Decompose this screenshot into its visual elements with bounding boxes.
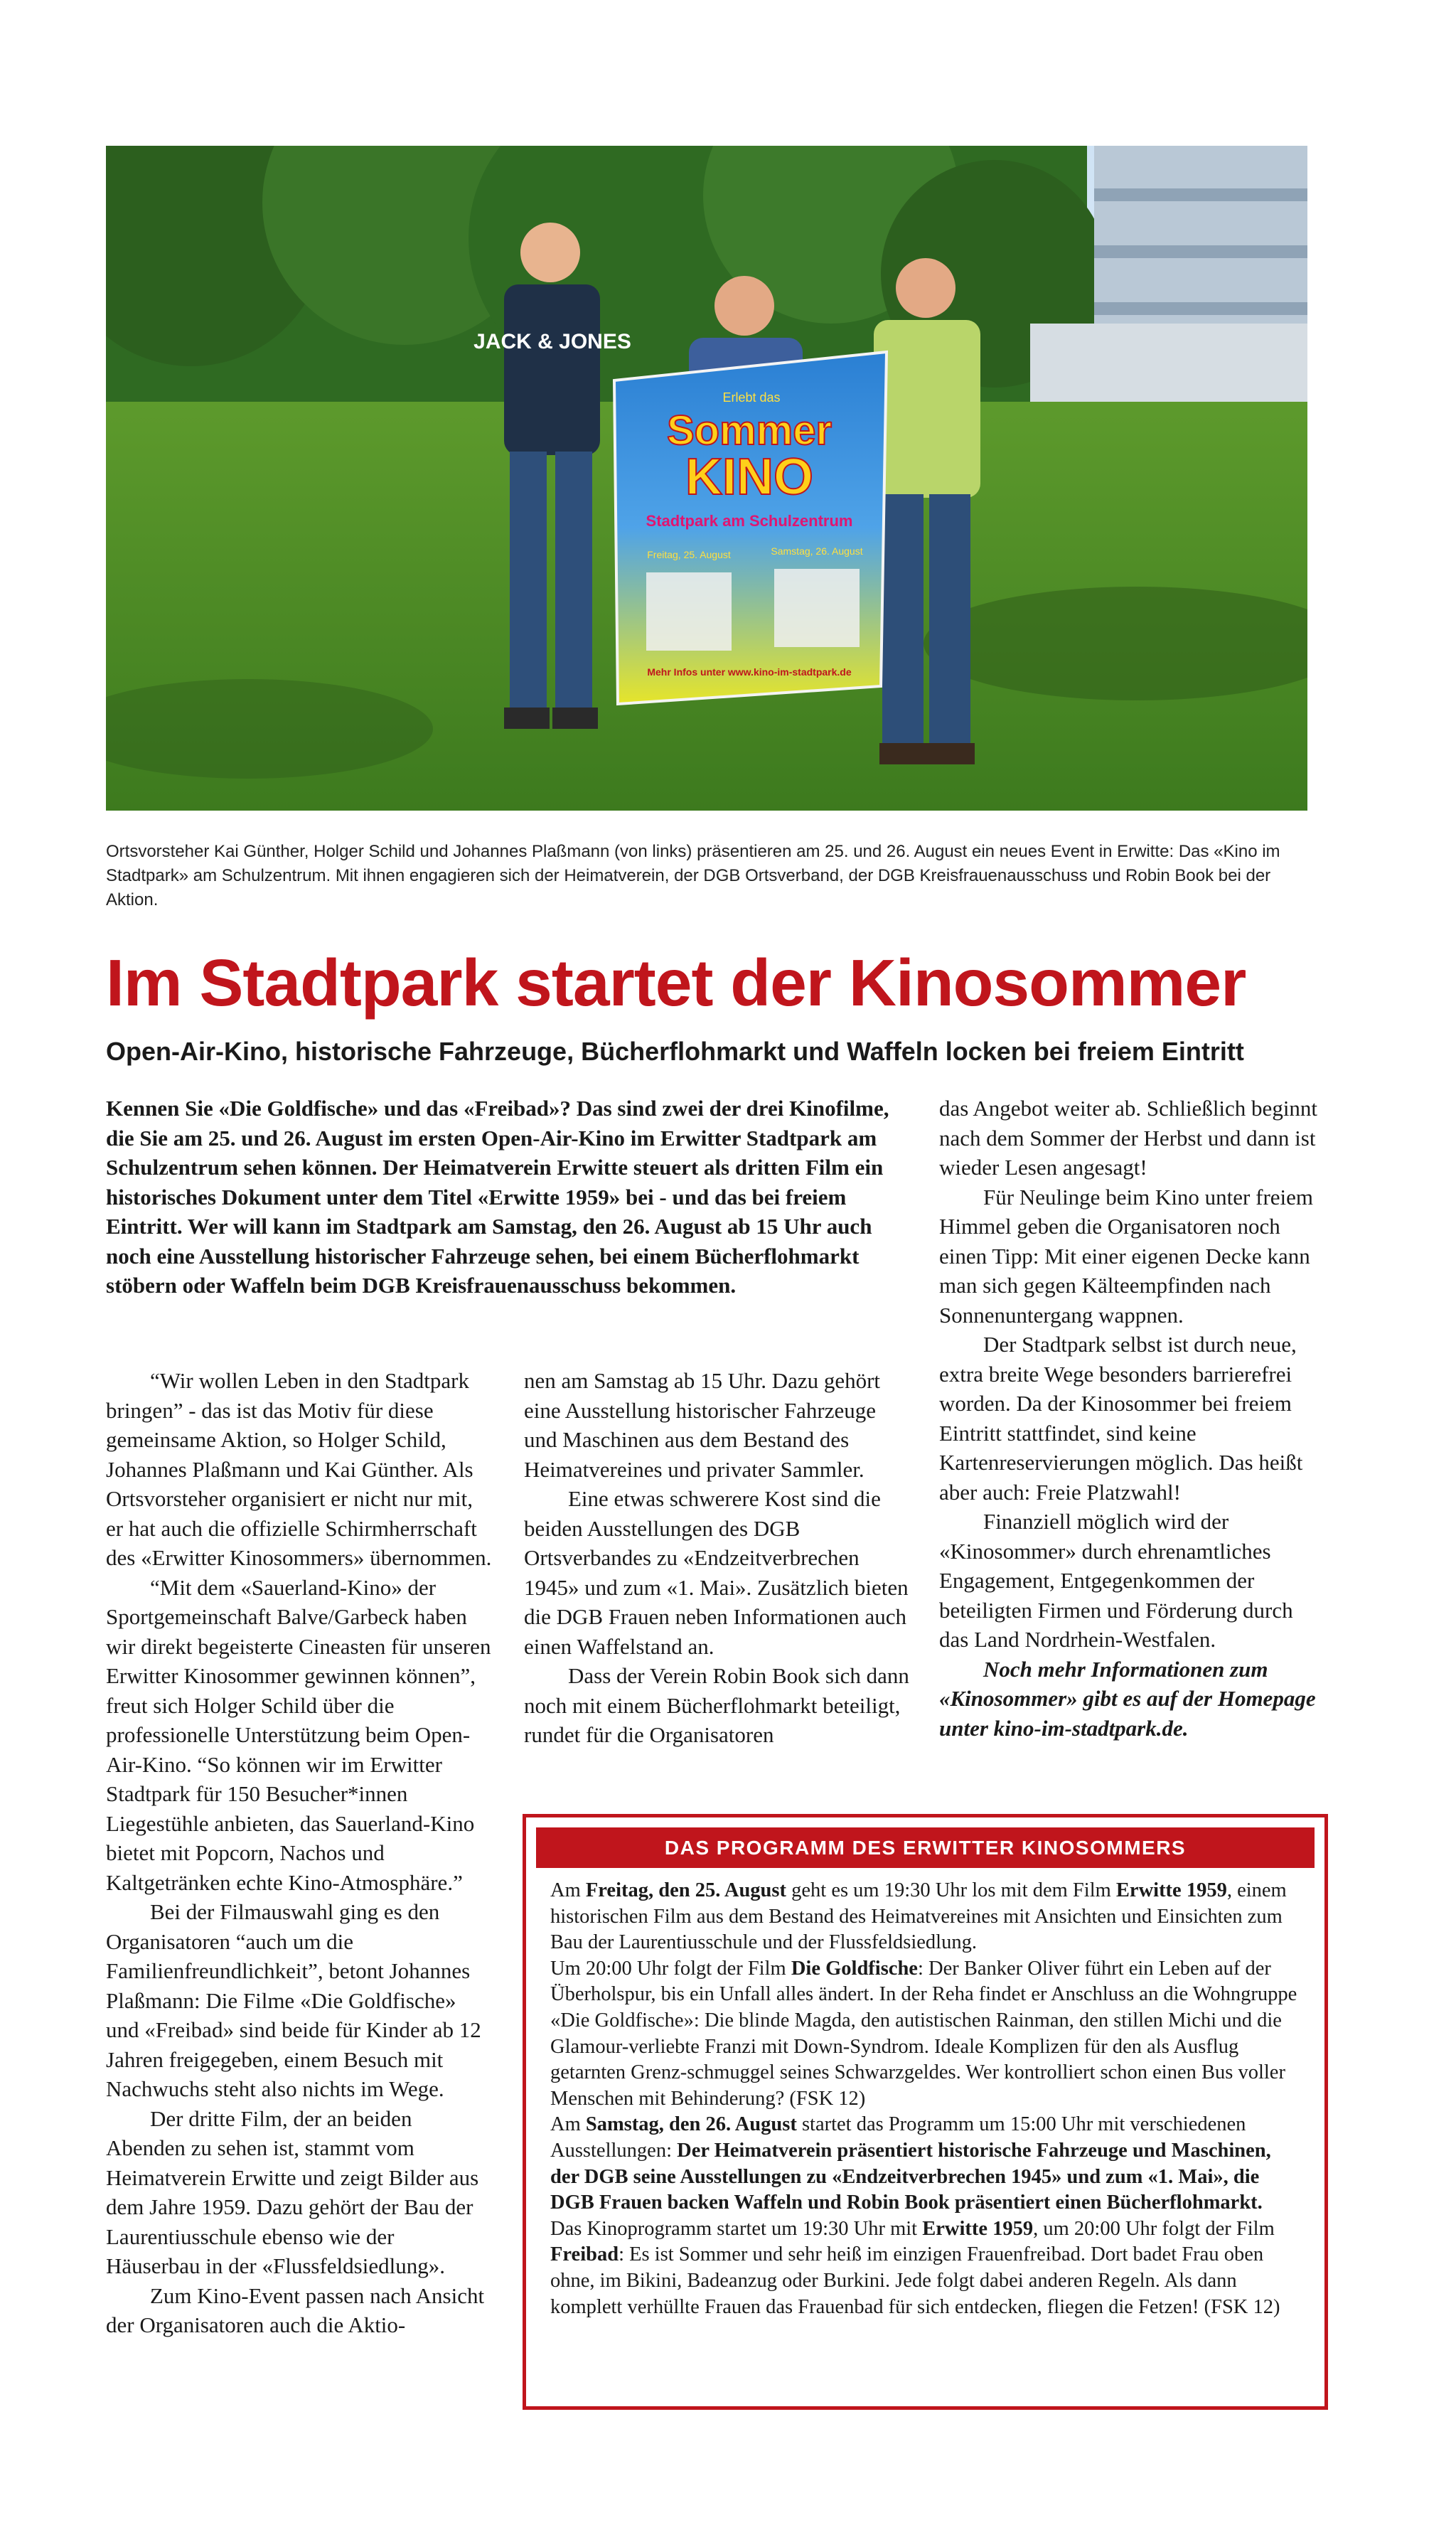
paragraph: “Mit dem «Sauerland-Kino» der Sportgemeinschaft Balve/Garbeck haben wir direkt begeisterte Cineasten für unseren Erwitter Kinosommer gewinnen können”, freut sich Holger Schild über die professionelle Unterstützung beim Open-Air-Kino. “So können wir im Erwitter Stadtpark für 150 Besucher*innen Liegestühle anbieten, das Sauerland-Kino bietet mit Popcorn, Nachos und Kaltgetränken echte Kino-Atmosphäre.”: [106, 1574, 491, 1895]
svg-text:JACK & JONES: JACK & JONES: [473, 330, 631, 353]
article-column-1: [106, 1366, 493, 2340]
program-box-body: [550, 1878, 1304, 2320]
paragraph: nen am Samstag ab 15 Uhr. Dazu gehört eine Ausstellung historischer Fahrzeuge und Maschinen aus dem Bestand des Heimatvereines und privater Sammler.: [524, 1368, 881, 1482]
photo-three-men-with-cinema-poster-icon: [106, 146, 1307, 811]
svg-text:Freitag, 25. August: Freitag, 25. August: [647, 549, 731, 560]
svg-text:Samstag, 26. August: Samstag, 26. August: [771, 545, 863, 557]
paragraph: das Angebot weiter ab. Schließlich beginnt nach dem Sommer der Herbst und dann ist wieder Lesen angesagt!: [939, 1096, 1318, 1180]
article-headline: Im Stadtpark startet der Kinosommer: [106, 946, 1246, 1020]
photo-caption: Ortsvorsteher Kai Günther, Holger Schild und Johannes Plaßmann (von links) präsentieren am 25. und 26. August ein neues Event in Erwitte: Das «Kino im Stadtpark» am Schulzentrum. Mit ihnen engagieren sich der Heimatverein, der DGB Ortsverband, der DGB Kreisfrauenausschuss und Robin Book bei der Aktion.: [106, 842, 1280, 909]
program-goldfische-paragraph: Um 20:00 Uhr folgt der Film Die Goldfische: Der Banker Oliver führt ein Leben auf der Überholspur, bis ein Unfall alles ändert. In der Reha findet er Anschluss an die Wohngruppe «Die Goldfische»: Die blinde Magda, den autistischen Rainman, den stillen Michi und die Glamour-verliebte Franzi mit Down-Syndrom. Ideale Komplizen für den als Ausflug getarnten Grenz-schmuggel seines Schwarzgeldes. Wer kontrolliert schon einen Bus voller Menschen mit Behinderung? (FSK 12): [550, 1957, 1297, 2110]
program-saturday-paragraph: Am Samstag, den 26. August startet das Programm um 15:00 Uhr mit verschiedenen Ausstellungen: Der Heimatverein präsentiert historische Fahrzeuge und Maschinen, der DGB seine Ausstellungen zu «Endzeitverbrechen 1945» und zum «1. Mai», die DGB Frauen backen Waffeln und Robin Book präsentiert einen Bücherflohmarkt.: [550, 2113, 1271, 2214]
paragraph: “Wir wollen Leben in den Stadtpark bringen” - das ist das Motiv für diese gemeinsame Aktion, so Holger Schild, Johannes Plaßmann und Kai Günther. Als Ortsvorsteher organisiert er nicht nur mit, er hat auch die offizielle Schirmherrschaft des «Erwitter Kinosommers» übernommen.: [106, 1368, 492, 1570]
paragraph: Finanziell möglich wird der «Kinosommer» durch ehrenamtliches Engagement, Entgegenkommen der beteiligten Firmen und Förderung durch das Land Nordrhein-Westfalen.: [939, 1509, 1293, 1652]
svg-text:Stadtpark am Schulzentrum: Stadtpark am Schulzentrum: [646, 512, 853, 530]
article-column-3: [939, 1094, 1327, 1743]
program-box-title: DAS PROGRAMM DES ERWITTER KINOSOMMERS: [536, 1827, 1315, 1868]
paragraph: Der Stadtpark selbst ist durch neue, extra breite Wege besonders barrierefrei worden. Da der Kinosommer bei freiem Eintritt stattfindet, sind keine Kartenreservierungen möglich. Das heißt aber auch: Freie Platzwahl!: [939, 1332, 1303, 1505]
paragraph: Eine etwas schwerere Kost sind die beiden Ausstellungen des DGB Ortsverbandes zu «Endzeitverbrechen 1945» und zum «1. Mai». Zusätzlich bieten die DGB Frauen neben Informationen auch einen Waffelstand an.: [524, 1486, 909, 1659]
more-info-note: Noch mehr Informationen zum «Kinosommer» gibt es auf der Homepage unter kino-im-stadtpark.de.: [939, 1656, 1316, 1741]
article-column-2: [524, 1366, 911, 1750]
paragraph: Für Neulinge beim Kino unter freiem Himmel geben die Organisatoren noch einen Tipp: Mit einer eigenen Decke kann man sich gegen Kälteempfinden nach Sonnenuntergang wappnen.: [939, 1184, 1314, 1328]
program-friday-paragraph: Am Freitag, den 25. August geht es um 19:30 Uhr los mit dem Film Erwitte 1959, einem historischen Film aus dem Bestand des Heimatvereines mit Ansichten und Einsichten zum Bau der Laurentiusschule und der Flussfeldsiedlung.: [550, 1879, 1287, 1954]
program-freibad-paragraph: Das Kinoprogramm startet um 19:30 Uhr mit Erwitte 1959, um 20:00 Uhr folgt der Film Freibad: Es ist Sommer und sehr heiß im einzigen Frauenfreibad. Dort badet Frau oben ohne, im Bikini, Badeanzug oder Burkini. Jede folgt dabei anderen Regeln. Als dann komplett verhüllte Frauen das Frauenbad für sich entdecken, fliegen die Fetzen! (FSK 12): [550, 2217, 1280, 2318]
paragraph: Der dritte Film, der an beiden Abenden zu sehen ist, stammt vom Heimatverein Erwitte und zeigt Bilder aus dem Jahre 1959. Dazu gehört der Bau der Laurentiusschule ebenso wie der Häuserbau in der «Flussfeldsiedlung».: [106, 2105, 479, 2278]
paragraph: Dass der Verein Robin Book sich dann noch mit einem Bücherflohmarkt beteiligt, rundet für die Organisatoren: [524, 1663, 909, 1747]
article-photo: [106, 146, 1307, 811]
svg-text:KINO: KINO: [685, 449, 813, 506]
article-lead: Kennen Sie «Die Goldfische» und das «Freibad»? Das sind zwei der drei Kinofilme, die Sie am 25. und 26. August im ersten Open-Air-Kino im Erwitter Stadtpark am Schulzentrum sehen können. Der Heimatverein Erwitte steuert als dritten Film ein historisches Dokument unter dem Titel «Erwitte 1959» bei - und das bei freiem Eintritt. Wer will kann im Stadtpark am Samstag, den 26. August ab 15 Uhr auch noch eine Ausstellung historischer Fahrzeuge sehen, bei einem Bücherflohmarkt stöbern oder Waffeln beim DGB Kreisfrauenausschuss bekommen.: [106, 1096, 889, 1298]
svg-text:Mehr Infos unter www.kino-im-s: Mehr Infos unter www.kino-im-stadtpark.de: [647, 666, 852, 678]
article-subheadline: Open-Air-Kino, historische Fahrzeuge, Bücherflohmarkt und Waffeln locken bei freiem Eintritt: [106, 1037, 1244, 1066]
program-box: [523, 1814, 1328, 2410]
svg-text:Erlebt das: Erlebt das: [722, 390, 781, 405]
paragraph: Bei der Filmauswahl ging es den Organisatoren “auch um die Familienfreundlichkeit”, betont Johannes Plaßmann: Die Filme «Die Goldfische» und «Freibad» sind beide für Kinder ab 12 Jahren freigegeben, einem Besuch mit Nachwuchs steht also nichts im Wege.: [106, 1899, 481, 2101]
svg-text:Sommer: Sommer: [666, 407, 833, 454]
paragraph: Zum Kino-Event passen nach Ansicht der Organisatoren auch die Aktio-: [106, 2283, 485, 2337]
